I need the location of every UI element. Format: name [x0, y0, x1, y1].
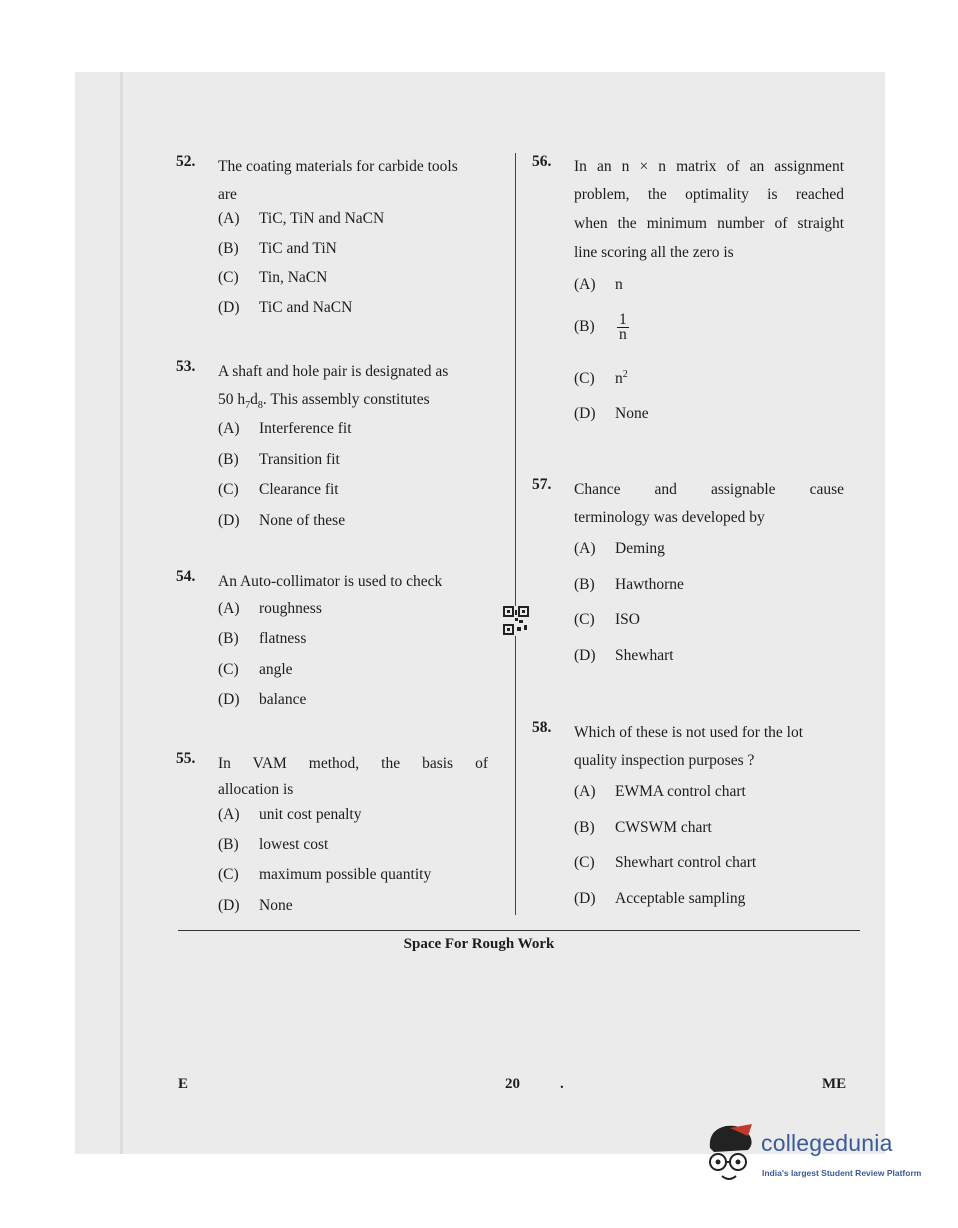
question-number: 52.: [176, 153, 196, 170]
question-text: allocation is: [218, 781, 294, 798]
option-c: (C) Tin, NaCN: [218, 269, 328, 286]
question-number: 58.: [532, 719, 552, 736]
option-d: (D) balance: [218, 691, 307, 708]
question-text: 50 $h_7d_8$. This assembly constitutes: [218, 391, 430, 412]
option-b: (B) lowest cost: [218, 836, 329, 853]
qr-code-icon: [503, 606, 529, 636]
question-text: when the minimum number of straight: [574, 215, 844, 232]
question-number: 57.: [532, 476, 552, 493]
option-a: (A) EWMA control chart: [574, 783, 746, 800]
option-d: (D) Acceptable sampling: [574, 890, 746, 907]
option-a: (A) roughness: [218, 600, 322, 617]
option-d: (D) None of these: [218, 512, 346, 529]
rough-work-rule: [178, 930, 860, 931]
question-text: problem, the optimality is reached: [574, 186, 844, 203]
question-text: Which of these is not used for the lot: [574, 724, 804, 741]
question-text: A shaft and hole pair is designated as: [218, 363, 449, 380]
logo-wordmark: collegedunia: [761, 1130, 893, 1156]
option-d: (D) Shewhart: [574, 647, 674, 664]
student-mascot-icon: [702, 1122, 760, 1190]
question-text: An Auto-collimator is used to check: [218, 573, 443, 590]
fraction: $\frac{1}{n}$: [619, 311, 627, 343]
option-c: (C) angle: [218, 661, 293, 678]
question-text: line scoring all the zero is: [574, 244, 734, 261]
footer-subject-code: ME: [822, 1076, 847, 1092]
option-b: (B) TiC and TiN: [218, 240, 337, 257]
option-b: (B) flatness: [218, 630, 307, 647]
option-c: (C) maximum possible quantity: [218, 866, 432, 883]
option-a: (A) Deming: [574, 540, 665, 557]
collegedunia-logo[interactable]: [702, 1122, 932, 1192]
option-b: (B) CWSWM chart: [574, 819, 712, 836]
option-a: (A) n: [574, 276, 623, 293]
footer-set-code: E: [178, 1076, 189, 1092]
question-text: quality inspection purposes ?: [574, 752, 755, 769]
question-number: 56.: [532, 153, 552, 170]
footer-page-number: 20: [505, 1076, 520, 1092]
option-d: (D) None: [218, 897, 293, 914]
option-c: (C) Shewhart control chart: [574, 854, 757, 871]
option-a: (A) Interference fit: [218, 420, 352, 437]
option-b: (B) $\frac{1}{n}$: [574, 311, 627, 343]
option-d: (D) None: [574, 405, 649, 422]
page-binding-edge: [120, 72, 123, 1154]
question-number: 55.: [176, 750, 196, 767]
question-number: 53.: [176, 358, 196, 375]
option-c: (C) Clearance fit: [218, 481, 339, 498]
logo-tagline: India's largest Student Review Platform: [762, 1168, 922, 1178]
option-a: (A) unit cost penalty: [218, 806, 362, 823]
question-text: Chance and assignable cause: [574, 481, 844, 498]
rough-work-label: Space For Rough Work: [403, 936, 555, 952]
option-a: (A) TiC, TiN and NaCN: [218, 210, 385, 227]
option-b: (B) Transition fit: [218, 451, 340, 468]
footer-dot: .: [560, 1076, 564, 1092]
question-number: 54.: [176, 568, 196, 585]
question-text: are: [218, 186, 237, 203]
column-divider: [515, 153, 516, 915]
question-text: In VAM method, the basis of: [218, 755, 488, 772]
option-c: (C) $n^2$: [574, 369, 628, 388]
option-d: (D) TiC and NaCN: [218, 299, 353, 316]
option-c: (C) ISO: [574, 611, 640, 628]
question-text: The coating materials for carbide tools: [218, 158, 458, 175]
question-text: terminology was developed by: [574, 509, 765, 526]
question-text: In an n × n matrix of an assignment: [574, 158, 844, 175]
option-b: (B) Hawthorne: [574, 576, 684, 593]
